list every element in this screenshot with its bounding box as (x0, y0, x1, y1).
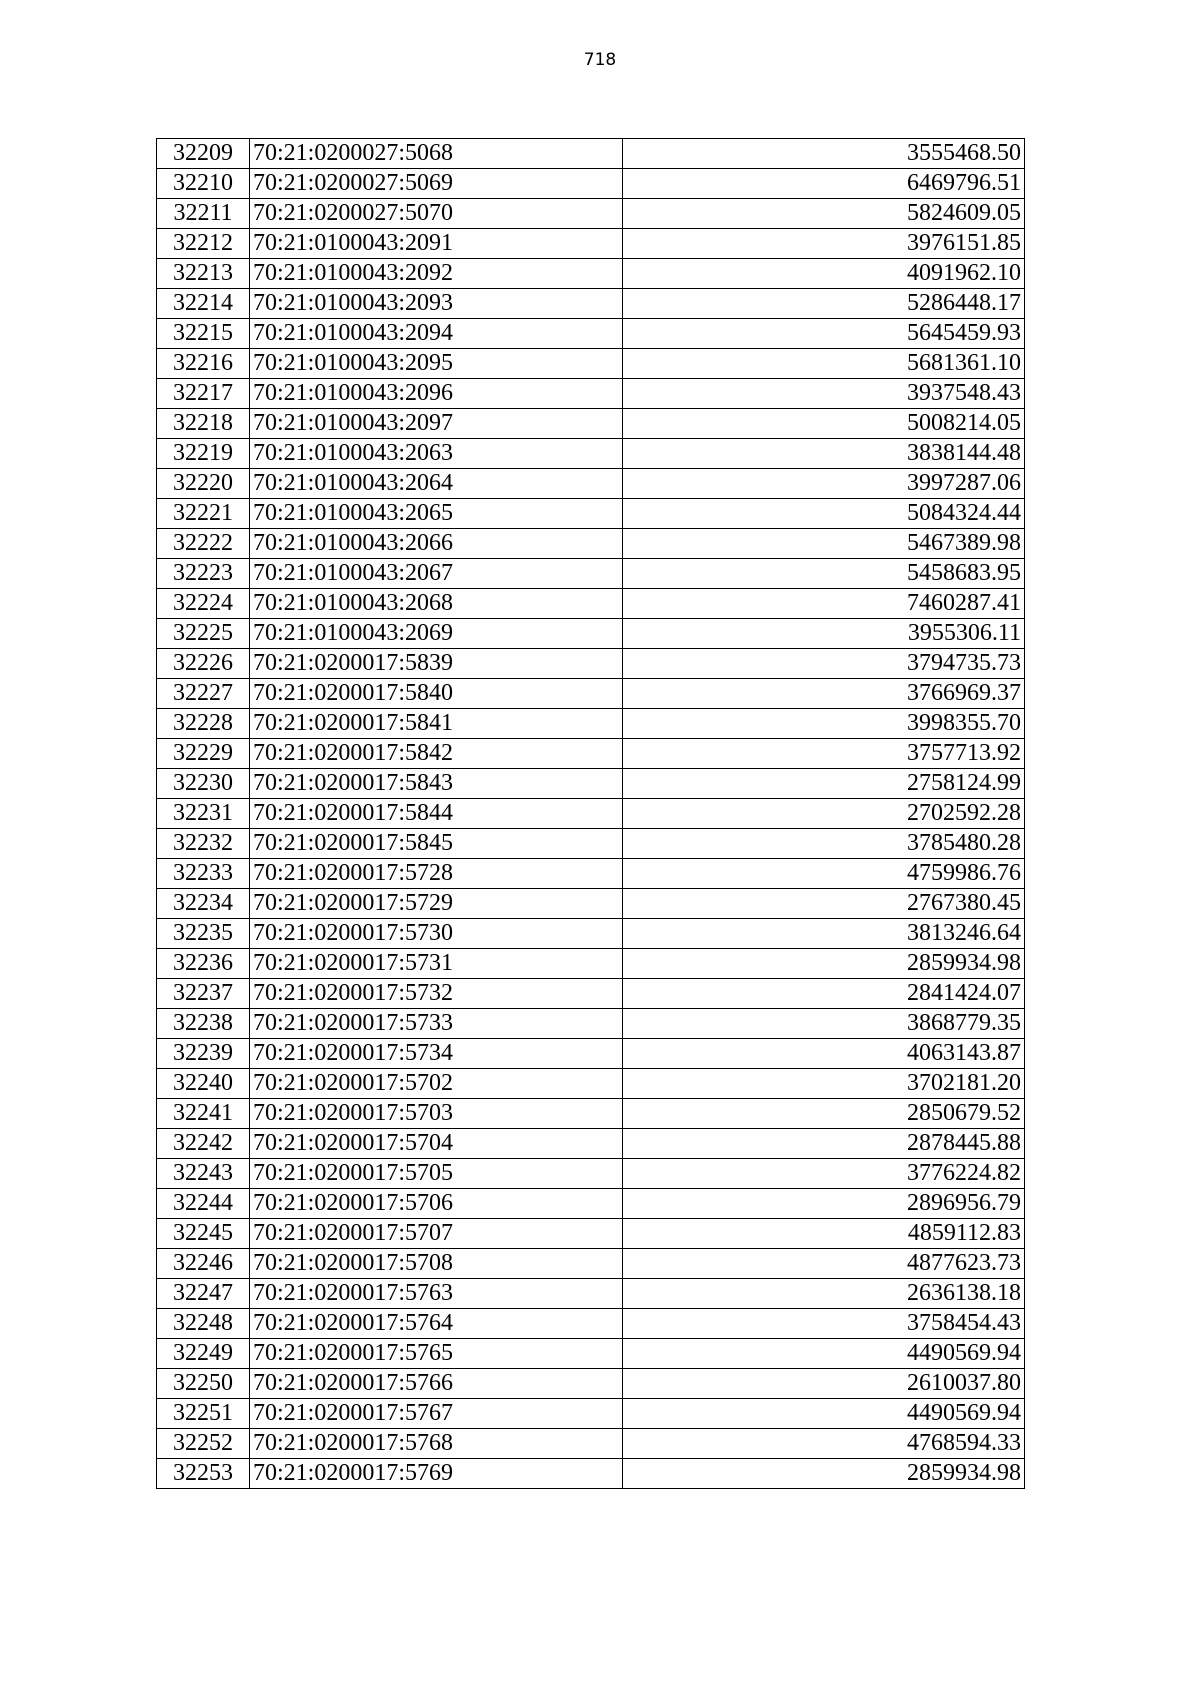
row-number-cell: 32232 (157, 829, 250, 859)
cadastral-number-cell: 70:21:0100043:2063 (250, 439, 623, 469)
cadastral-number-cell: 70:21:0100043:2065 (250, 499, 623, 529)
row-number-cell: 32227 (157, 679, 250, 709)
cadastral-value-cell: 2878445.88 (623, 1129, 1025, 1159)
row-number-cell: 32253 (157, 1459, 250, 1489)
cadastral-value-cell: 4063143.87 (623, 1039, 1025, 1069)
cadastral-value-cell: 5467389.98 (623, 529, 1025, 559)
cadastral-value-cell: 5645459.93 (623, 319, 1025, 349)
table-row (157, 799, 1025, 829)
row-number-cell: 32233 (157, 859, 250, 889)
table-row (157, 559, 1025, 589)
cadastral-value-cell: 3998355.70 (623, 709, 1025, 739)
cadastral-value-cell: 5286448.17 (623, 289, 1025, 319)
row-number-cell: 32241 (157, 1099, 250, 1129)
row-number-cell: 32222 (157, 529, 250, 559)
row-number-cell: 32247 (157, 1279, 250, 1309)
table-row (157, 1399, 1025, 1429)
table-row (157, 979, 1025, 1009)
cadastral-value-cell: 3702181.20 (623, 1069, 1025, 1099)
cadastral-value-cell: 3555468.50 (623, 139, 1025, 169)
cadastral-number-cell: 70:21:0100043:2095 (250, 349, 623, 379)
cadastral-number-cell: 70:21:0200017:5842 (250, 739, 623, 769)
table-row (157, 649, 1025, 679)
cadastral-value-cell: 5681361.10 (623, 349, 1025, 379)
cadastral-number-cell: 70:21:0200017:5730 (250, 919, 623, 949)
cadastral-number-cell: 70:21:0100043:2094 (250, 319, 623, 349)
row-number-cell: 32252 (157, 1429, 250, 1459)
cadastre-value-table (156, 138, 1025, 1489)
cadastral-number-cell: 70:21:0100043:2091 (250, 229, 623, 259)
row-number-cell: 32238 (157, 1009, 250, 1039)
table-row (157, 199, 1025, 229)
row-number-cell: 32231 (157, 799, 250, 829)
table-row (157, 949, 1025, 979)
table-row (157, 169, 1025, 199)
table-row (157, 229, 1025, 259)
cadastral-value-cell: 7460287.41 (623, 589, 1025, 619)
table-row (157, 859, 1025, 889)
cadastral-number-cell: 70:21:0200027:5070 (250, 199, 623, 229)
cadastral-number-cell: 70:21:0200017:5732 (250, 979, 623, 1009)
table-row (157, 739, 1025, 769)
cadastral-value-cell: 3758454.43 (623, 1309, 1025, 1339)
row-number-cell: 32243 (157, 1159, 250, 1189)
cadastral-value-cell: 2850679.52 (623, 1099, 1025, 1129)
table-row (157, 709, 1025, 739)
table-row (157, 1129, 1025, 1159)
cadastral-value-cell: 2859934.98 (623, 949, 1025, 979)
cadastral-number-cell: 70:21:0200017:5734 (250, 1039, 623, 1069)
table-row (157, 259, 1025, 289)
table-row (157, 1309, 1025, 1339)
cadastral-number-cell: 70:21:0200017:5766 (250, 1369, 623, 1399)
row-number-cell: 32220 (157, 469, 250, 499)
table-row (157, 1369, 1025, 1399)
row-number-cell: 32236 (157, 949, 250, 979)
row-number-cell: 32215 (157, 319, 250, 349)
row-number-cell: 32223 (157, 559, 250, 589)
cadastral-number-cell: 70:21:0200017:5768 (250, 1429, 623, 1459)
row-number-cell: 32210 (157, 169, 250, 199)
row-number-cell: 32235 (157, 919, 250, 949)
table-body (157, 139, 1025, 1489)
cadastral-value-cell: 2841424.07 (623, 979, 1025, 1009)
row-number-cell: 32216 (157, 349, 250, 379)
cadastral-number-cell: 70:21:0100043:2069 (250, 619, 623, 649)
row-number-cell: 32230 (157, 769, 250, 799)
table-row (157, 289, 1025, 319)
row-number-cell: 32246 (157, 1249, 250, 1279)
cadastral-value-cell: 4859112.83 (623, 1219, 1025, 1249)
cadastral-number-cell: 70:21:0200027:5069 (250, 169, 623, 199)
cadastral-number-cell: 70:21:0100043:2097 (250, 409, 623, 439)
cadastral-number-cell: 70:21:0200027:5068 (250, 139, 623, 169)
table-row (157, 1459, 1025, 1489)
table-row (157, 679, 1025, 709)
table-row (157, 829, 1025, 859)
row-number-cell: 32242 (157, 1129, 250, 1159)
cadastral-value-cell: 3976151.85 (623, 229, 1025, 259)
table-row (157, 919, 1025, 949)
cadastral-value-cell: 2610037.80 (623, 1369, 1025, 1399)
table-row (157, 1279, 1025, 1309)
cadastral-number-cell: 70:21:0200017:5702 (250, 1069, 623, 1099)
table-row (157, 1429, 1025, 1459)
table-row (157, 1159, 1025, 1189)
table-row (157, 619, 1025, 649)
table-row (157, 499, 1025, 529)
cadastral-number-cell: 70:21:0100043:2092 (250, 259, 623, 289)
cadastral-number-cell: 70:21:0100043:2066 (250, 529, 623, 559)
cadastral-number-cell: 70:21:0200017:5731 (250, 949, 623, 979)
cadastral-number-cell: 70:21:0100043:2067 (250, 559, 623, 589)
cadastral-value-cell: 3868779.35 (623, 1009, 1025, 1039)
table-row (157, 769, 1025, 799)
cadastral-value-cell: 4490569.94 (623, 1339, 1025, 1369)
cadastral-value-cell: 3955306.11 (623, 619, 1025, 649)
cadastral-value-cell: 4759986.76 (623, 859, 1025, 889)
table-row (157, 1099, 1025, 1129)
row-number-cell: 32234 (157, 889, 250, 919)
cadastral-number-cell: 70:21:0200017:5705 (250, 1159, 623, 1189)
row-number-cell: 32245 (157, 1219, 250, 1249)
row-number-cell: 32224 (157, 589, 250, 619)
row-number-cell: 32217 (157, 379, 250, 409)
cadastral-value-cell: 3757713.92 (623, 739, 1025, 769)
row-number-cell: 32237 (157, 979, 250, 1009)
cadastral-number-cell: 70:21:0200017:5707 (250, 1219, 623, 1249)
cadastral-number-cell: 70:21:0200017:5767 (250, 1399, 623, 1429)
cadastral-value-cell: 6469796.51 (623, 169, 1025, 199)
cadastral-number-cell: 70:21:0200017:5839 (250, 649, 623, 679)
cadastral-value-cell: 3997287.06 (623, 469, 1025, 499)
table-row (157, 1039, 1025, 1069)
row-number-cell: 32221 (157, 499, 250, 529)
row-number-cell: 32240 (157, 1069, 250, 1099)
cadastral-number-cell: 70:21:0200017:5844 (250, 799, 623, 829)
row-number-cell: 32218 (157, 409, 250, 439)
cadastral-number-cell: 70:21:0200017:5728 (250, 859, 623, 889)
cadastral-value-cell: 3838144.48 (623, 439, 1025, 469)
row-number-cell: 32219 (157, 439, 250, 469)
cadastral-value-cell: 4877623.73 (623, 1249, 1025, 1279)
cadastral-value-cell: 2859934.98 (623, 1459, 1025, 1489)
row-number-cell: 32213 (157, 259, 250, 289)
row-number-cell: 32214 (157, 289, 250, 319)
table-row (157, 439, 1025, 469)
table-row (157, 469, 1025, 499)
row-number-cell: 32225 (157, 619, 250, 649)
cadastral-number-cell: 70:21:0200017:5765 (250, 1339, 623, 1369)
table-row (157, 319, 1025, 349)
cadastral-value-cell: 5008214.05 (623, 409, 1025, 439)
cadastral-number-cell: 70:21:0200017:5704 (250, 1129, 623, 1159)
table-row (157, 589, 1025, 619)
row-number-cell: 32250 (157, 1369, 250, 1399)
cadastral-value-cell: 5458683.95 (623, 559, 1025, 589)
cadastral-value-cell: 4490569.94 (623, 1399, 1025, 1429)
table-row (157, 889, 1025, 919)
table-row (157, 529, 1025, 559)
cadastral-number-cell: 70:21:0200017:5708 (250, 1249, 623, 1279)
cadastral-number-cell: 70:21:0200017:5845 (250, 829, 623, 859)
row-number-cell: 32212 (157, 229, 250, 259)
cadastral-number-cell: 70:21:0200017:5769 (250, 1459, 623, 1489)
page-number: 718 (583, 50, 617, 70)
row-number-cell: 32244 (157, 1189, 250, 1219)
table-row (157, 1009, 1025, 1039)
row-number-cell: 32209 (157, 139, 250, 169)
cadastral-value-cell: 3776224.82 (623, 1159, 1025, 1189)
cadastral-number-cell: 70:21:0200017:5840 (250, 679, 623, 709)
table-row (157, 379, 1025, 409)
cadastral-value-cell: 2896956.79 (623, 1189, 1025, 1219)
cadastral-number-cell: 70:21:0200017:5706 (250, 1189, 623, 1219)
cadastral-number-cell: 70:21:0200017:5729 (250, 889, 623, 919)
table-row (157, 139, 1025, 169)
cadastral-value-cell: 5084324.44 (623, 499, 1025, 529)
cadastral-number-cell: 70:21:0100043:2096 (250, 379, 623, 409)
cadastral-value-cell: 3785480.28 (623, 829, 1025, 859)
row-number-cell: 32211 (157, 199, 250, 229)
table-row (157, 1189, 1025, 1219)
table-row (157, 1069, 1025, 1099)
table-row (157, 349, 1025, 379)
cadastral-number-cell: 70:21:0200017:5733 (250, 1009, 623, 1039)
cadastral-number-cell: 70:21:0200017:5764 (250, 1309, 623, 1339)
cadastral-value-cell: 3937548.43 (623, 379, 1025, 409)
cadastral-value-cell: 3766969.37 (623, 679, 1025, 709)
cadastral-value-cell: 4768594.33 (623, 1429, 1025, 1459)
row-number-cell: 32228 (157, 709, 250, 739)
cadastral-number-cell: 70:21:0200017:5763 (250, 1279, 623, 1309)
table-row (157, 1249, 1025, 1279)
table-row (157, 409, 1025, 439)
table-row (157, 1339, 1025, 1369)
row-number-cell: 32248 (157, 1309, 250, 1339)
cadastral-value-cell: 2767380.45 (623, 889, 1025, 919)
cadastral-number-cell: 70:21:0200017:5841 (250, 709, 623, 739)
cadastral-value-cell: 2702592.28 (623, 799, 1025, 829)
cadastral-number-cell: 70:21:0100043:2068 (250, 589, 623, 619)
cadastral-value-cell: 2636138.18 (623, 1279, 1025, 1309)
cadastral-number-cell: 70:21:0200017:5703 (250, 1099, 623, 1129)
cadastral-value-cell: 3794735.73 (623, 649, 1025, 679)
row-number-cell: 32239 (157, 1039, 250, 1069)
row-number-cell: 32229 (157, 739, 250, 769)
cadastral-value-cell: 2758124.99 (623, 769, 1025, 799)
row-number-cell: 32249 (157, 1339, 250, 1369)
table-row (157, 1219, 1025, 1249)
cadastral-number-cell: 70:21:0100043:2093 (250, 289, 623, 319)
cadastral-value-cell: 3813246.64 (623, 919, 1025, 949)
row-number-cell: 32226 (157, 649, 250, 679)
row-number-cell: 32251 (157, 1399, 250, 1429)
cadastral-number-cell: 70:21:0100043:2064 (250, 469, 623, 499)
cadastral-value-cell: 5824609.05 (623, 199, 1025, 229)
cadastral-number-cell: 70:21:0200017:5843 (250, 769, 623, 799)
cadastral-value-cell: 4091962.10 (623, 259, 1025, 289)
